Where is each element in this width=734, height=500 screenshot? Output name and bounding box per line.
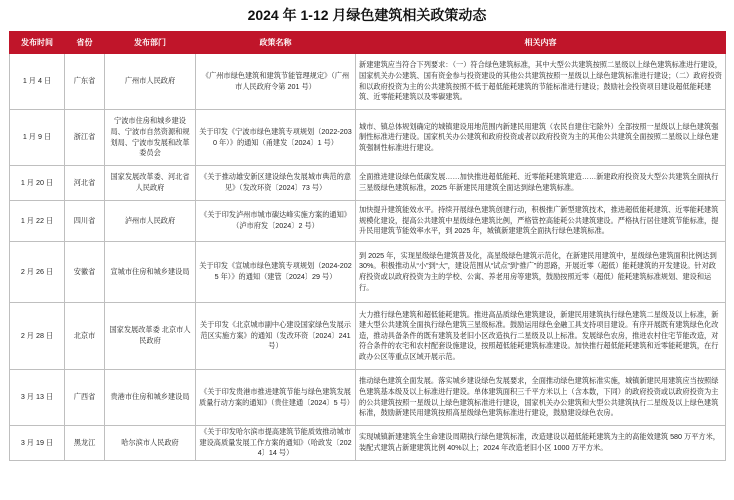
cell-province: 四川省 bbox=[65, 201, 105, 242]
cell-province: 浙江省 bbox=[65, 110, 105, 166]
cell-date: 3 月 19 日 bbox=[10, 426, 65, 461]
cell-date: 1 月 22 日 bbox=[10, 201, 65, 242]
cell-policy: 关于印发《宣城市绿色建筑专项规划（2024-2025 年）》的通知（建管〔2024〕29 号） bbox=[196, 242, 356, 303]
cell-content: 新建建筑应当符合下列要求：（一）符合绿色建筑标准，其中大型公共建筑按照二星级以上绿色建筑标准进行建设，国家机关办公建筑、国有资金参与投资建设的其他公共建筑按照一星级以上绿色建筑标准进行建设；（二）政府投资和以政府投资为主的公共建筑按照不低于超低能耗建筑的节能标准进行建设；鼓励社会投资项目建设超低能耗建筑、近零能耗建筑以及零碳建筑。 bbox=[356, 54, 726, 110]
cell-province: 北京市 bbox=[65, 303, 105, 370]
cell-policy: 《关于印发贵港市推进建筑节能与绿色建筑发展质量行动方案的通知》（贵住建通〔2024〕5 号） bbox=[196, 370, 356, 426]
cell-province: 河北省 bbox=[65, 166, 105, 201]
cell-date: 1 月 9 日 bbox=[10, 110, 65, 166]
cell-dept: 宣城市住房和城乡建设局 bbox=[105, 242, 196, 303]
cell-content: 推动绿色建筑全面发展。落实城乡建设绿色发展要求，全面推动绿色建筑标准实施，城镇新建民用建筑应当按照绿色建筑基本级及以上标准进行建设。单体建筑面积三千平方米以上（含本数，下同）的政府投资或以政府投资为主的公共建筑按照一星级以上绿色建筑标准进行建设，国家机关办公建筑和大型公共建筑执行二星级及以上绿色建筑标准，鼓励新建民用建筑按照高星级绿色建筑标准进行建设，鼓励建设绿色农房。 bbox=[356, 370, 726, 426]
cell-content: 全面推进建设绿色低碳发展……加快推进超低能耗、近零能耗建筑建造……新建政府投资及大型公共建筑全面执行三星级绿色建筑标准，2025 年新建民用建筑全面达到绿色建筑标准。 bbox=[356, 166, 726, 201]
header-policy: 政策名称 bbox=[196, 32, 356, 54]
page-title: 2024 年 1-12 月绿色建筑相关政策动态 bbox=[247, 7, 487, 23]
table-row bbox=[10, 426, 726, 461]
table-row bbox=[10, 201, 726, 242]
cell-dept: 国家发展改革委、河北省人民政府 bbox=[105, 166, 196, 201]
cell-content: 大力推行绿色建筑和超低能耗建筑。推进高品质绿色建筑建设，新建民用建筑执行绿色建筑二星级及以上标准，新建大型公共建筑全面执行绿色建筑三星级标准。鼓励运用绿色金融工具支持项目建设。有序开展既有建筑绿色化改造，推动具备条件的既有建筑及老旧小区改造执行二星级及以上标准。发展绿色农房，推进农村住宅节能改造，对符合条件的农宅和农村配套设施建设，按照超低能耗建筑标准建设。加快推行超低能耗建筑和近零能耗建筑，在行政办公区等重点区域开展示范。 bbox=[356, 303, 726, 370]
table-row bbox=[10, 54, 726, 110]
table-row bbox=[10, 303, 726, 370]
cell-policy: 关于印发《北京城市副中心建设国家绿色发展示范区实施方案》的通知（发改环资〔2024〕241 号） bbox=[196, 303, 356, 370]
cell-policy: 《关于印发哈尔滨市提高建筑节能质效推动城市建设高质量发展工作方案的通知》（哈政发〔2024〕14 号） bbox=[196, 426, 356, 461]
cell-policy: 《广州市绿色建筑和建筑节能管理规定》（广州市人民政府令第 201 号） bbox=[196, 54, 356, 110]
header-province: 省份 bbox=[65, 32, 105, 54]
table-header-row bbox=[10, 32, 726, 54]
cell-dept: 宁波市住房和城乡建设局、宁波市自然资源和规划局、宁波市发展和改革委员会 bbox=[105, 110, 196, 166]
cell-content: 城市、镇总体规划确定的城镇建设用地范围内新建民用建筑（农民自建住宅除外）全部按照一星级以上绿色建筑强制性标准进行建设。国家机关办公建筑和政府投资或者以政府投资为主的其他公共建筑全面按照二星级以上绿色建筑强制性标准进行建设。 bbox=[356, 110, 726, 166]
cell-content: 到 2025 年，实现星级绿色建筑普及化，高星级绿色建筑示范化，在新建民用建筑中，星级绿色建筑面积比例达到 30%。积极推动从“小”到“大”，建设范围从“试点”到“推广”的思路，开展近零（超低）能耗建筑的开发建设。针对政府投资或以政府投资为主的学校、公寓、养老用房等建筑，鼓励按照近零（超低）能耗建筑标准规划、建设和运行。 bbox=[356, 242, 726, 303]
cell-policy: 《关于印发泸州市城市碳达峰实施方案的通知》（泸市府发〔2024〕2 号） bbox=[196, 201, 356, 242]
cell-date: 3 月 13 日 bbox=[10, 370, 65, 426]
header-dept: 发布部门 bbox=[105, 32, 196, 54]
table-row bbox=[10, 242, 726, 303]
cell-province: 广西省 bbox=[65, 370, 105, 426]
table-row bbox=[10, 370, 726, 426]
cell-dept: 哈尔滨市人民政府 bbox=[105, 426, 196, 461]
cell-dept: 国家发展改革委 北京市人民政府 bbox=[105, 303, 196, 370]
table-row bbox=[10, 166, 726, 201]
cell-content: 加快提升建筑能效水平。持续开展绿色建筑创建行动，积极推广新型建筑技术，推进超低能耗建筑、近零能耗建筑规模化建设，提高公共建筑中星级绿色建筑比例，严格管控高能耗公共建筑建设。严格执行居住建筑节能标准，提升民用建筑节能效率水平，到 2025 年，城镇新建建筑全面执行绿色建筑标准。 bbox=[356, 201, 726, 242]
cell-dept: 泸州市人民政府 bbox=[105, 201, 196, 242]
table-row bbox=[10, 110, 726, 166]
cell-province: 广东省 bbox=[65, 54, 105, 110]
cell-policy: 《关于推动雄安新区建设绿色发展城市典范的意见》（发改环资〔2024〕73 号） bbox=[196, 166, 356, 201]
header-date: 发布时间 bbox=[10, 32, 65, 54]
cell-province: 黑龙江 bbox=[65, 426, 105, 461]
cell-date: 1 月 4 日 bbox=[10, 54, 65, 110]
cell-date: 2 月 28 日 bbox=[10, 303, 65, 370]
cell-policy: 关于印发《宁波市绿色建筑专项规划（2022-2030 年）》的通知（甬建发〔2024〕1 号） bbox=[196, 110, 356, 166]
cell-date: 1 月 20 日 bbox=[10, 166, 65, 201]
cell-date: 2 月 26 日 bbox=[10, 242, 65, 303]
cell-dept: 广州市人民政府 bbox=[105, 54, 196, 110]
header-content: 相关内容 bbox=[356, 32, 726, 54]
cell-dept: 贵港市住房和城乡建设局 bbox=[105, 370, 196, 426]
policy-table bbox=[9, 31, 726, 461]
cell-content: 实现城镇新建建筑全生命建设周期执行绿色建筑标准，改造建设以超低能耗建筑为主的高能效建筑 580 万平方米，装配式建筑占新建建筑比例 40%以上；2024 年改造老旧小区 1000 万平方米。 bbox=[356, 426, 726, 461]
cell-province: 安徽省 bbox=[65, 242, 105, 303]
